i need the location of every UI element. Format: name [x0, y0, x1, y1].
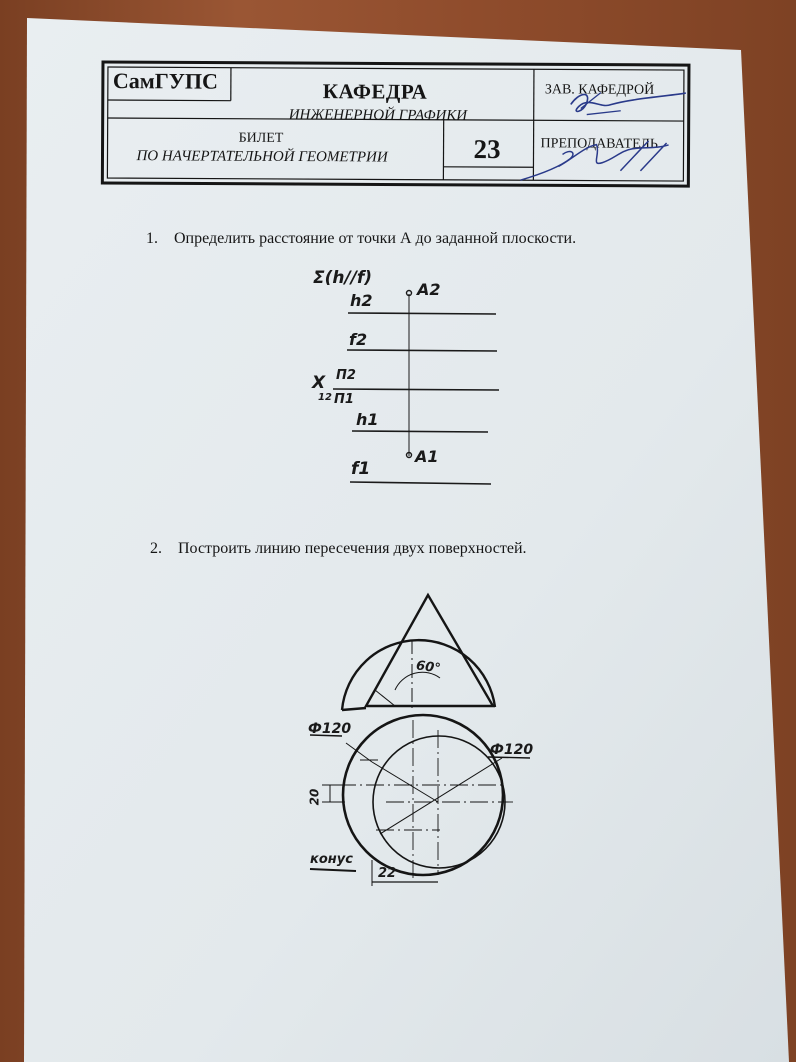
task-2-text: Построить линию пересечения двух поверхностей. [178, 540, 527, 557]
university-name: СамГУПС [112, 68, 218, 94]
department-title: КАФЕДРА [322, 79, 428, 104]
head-of-department-label: ЗАВ. КАФЕДРОЙ [544, 82, 655, 98]
point-a1-label: A1 [415, 447, 439, 466]
dimension-20-label: 20 [307, 788, 322, 806]
cone-front-view [366, 595, 493, 706]
diameter-right-label: Ф120 [490, 742, 534, 758]
plane-label: Σ(h//f) [313, 268, 373, 288]
task-2-number: 2. [150, 540, 162, 557]
teacher-label: ПРЕПОДАВАТЕЛЬ [540, 136, 659, 152]
point-a2-label: A2 [417, 280, 441, 299]
ticket-label: БИЛЕТ [238, 130, 284, 146]
cone-label: конус [310, 852, 353, 867]
h1-label: h1 [356, 410, 379, 429]
axis-index-label: 12 [318, 392, 332, 403]
task-1-text: Определить расстояние от точки А до заданной плоскости. [174, 230, 577, 247]
f1-label: f1 [351, 459, 371, 479]
diameter-left-label: Ф120 [308, 721, 352, 737]
f2-label: f2 [349, 330, 368, 349]
dimension-22-label: 22 [378, 866, 397, 881]
ticket-number: 23 [473, 133, 501, 165]
department-name: ИНЖЕНЕРНОЙ ГРАФИКИ [288, 106, 468, 124]
h2-label: h2 [350, 291, 373, 310]
pi2-label: П2 [336, 368, 356, 383]
hemisphere-front-view [342, 640, 495, 710]
task-1-number: 1. [146, 230, 158, 247]
angle-label: 60° [415, 658, 442, 677]
axis-x-label: X [312, 373, 326, 393]
cone-base-circle [343, 715, 503, 875]
pi1-label: П1 [334, 392, 354, 407]
subject-name: ПО НАЧЕРТАТЕЛЬНОЙ ГЕОМЕТРИИ [136, 148, 388, 166]
